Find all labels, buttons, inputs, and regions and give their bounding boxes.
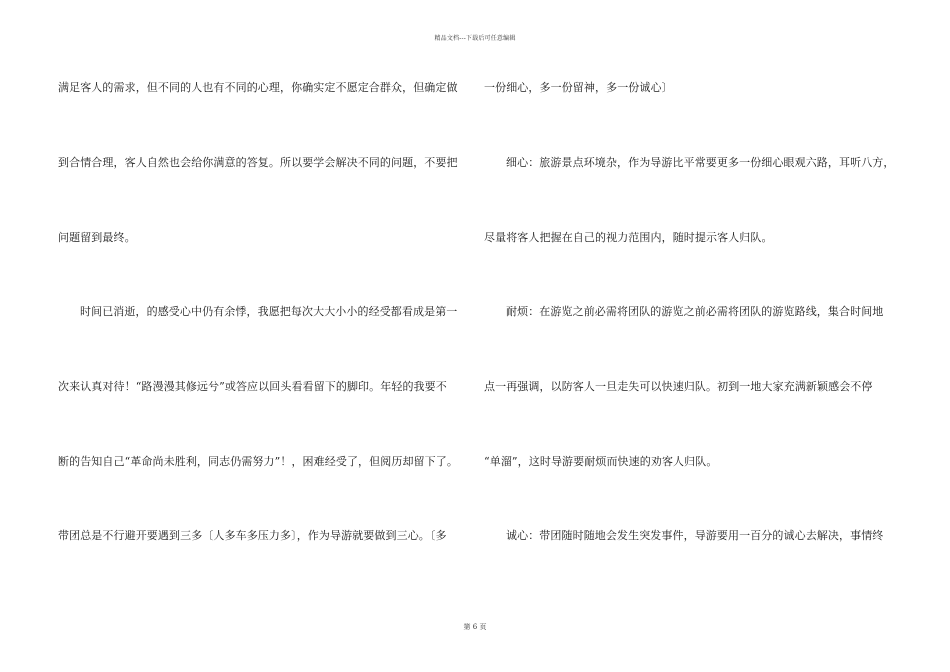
right-text-column <box>484 0 894 672</box>
text-line: 满足客人的需求，但不同的人也有不同的心理，你确实定不愿定合群众，但确定做 <box>58 81 458 94</box>
left-text-column <box>58 0 473 672</box>
text-line: 点一再强调，以防客人一旦走失可以快速归队。初到一地大家充满新颖感会不停 <box>484 380 873 393</box>
text-line: 一份细心，多一份留神，多一份诚心〕 <box>484 81 673 94</box>
text-line: 时间已消逝，的感受心中仍有余悸，我愿把每次大大小小的经受都看成是第一 <box>80 305 458 318</box>
page-footer: 第 6 页 <box>463 623 487 631</box>
text-line: 到合情合理，客人自然也会给你满意的答复。所以要学会解决不同的问题，不要把 <box>58 156 458 169</box>
text-line: 耐烦：在游览之前必需将团队的游览之前必需将团队的游览路线，集合时间地 <box>506 305 884 318</box>
text-line: 尽量将客人把握在自己的视力范围内，随时提示客人归队。 <box>484 231 773 244</box>
text-line: 断的告知自己“革命尚未胜利，同志仍需努力”！，困难经受了，但阅历却留下了。 <box>58 455 458 468</box>
text-line: “单溜”，这时导游要耐烦而快速的劝客人归队。 <box>484 455 718 468</box>
text-line: 带团总是不行避开要遇到三多〔人多车多压力多〕，作为导游就要做到三心。〔多 <box>58 529 447 542</box>
text-line: 次来认真对待！“路漫漫其修远兮”或答应以回头看看留下的脚印。年轻的我要不 <box>58 380 447 393</box>
page-header: 精品文档---下载后可任意编辑 <box>434 35 516 42</box>
text-line: 细心：旅游景点环境杂，作为导游比平常要更多一份细心眼观六路，耳听八方， <box>506 156 895 169</box>
text-line: 诚心：带团随时随地会发生突发事件，导游要用一百分的诚心去解决，事情终 <box>506 529 884 542</box>
text-line: 问题留到最终。 <box>58 231 136 244</box>
